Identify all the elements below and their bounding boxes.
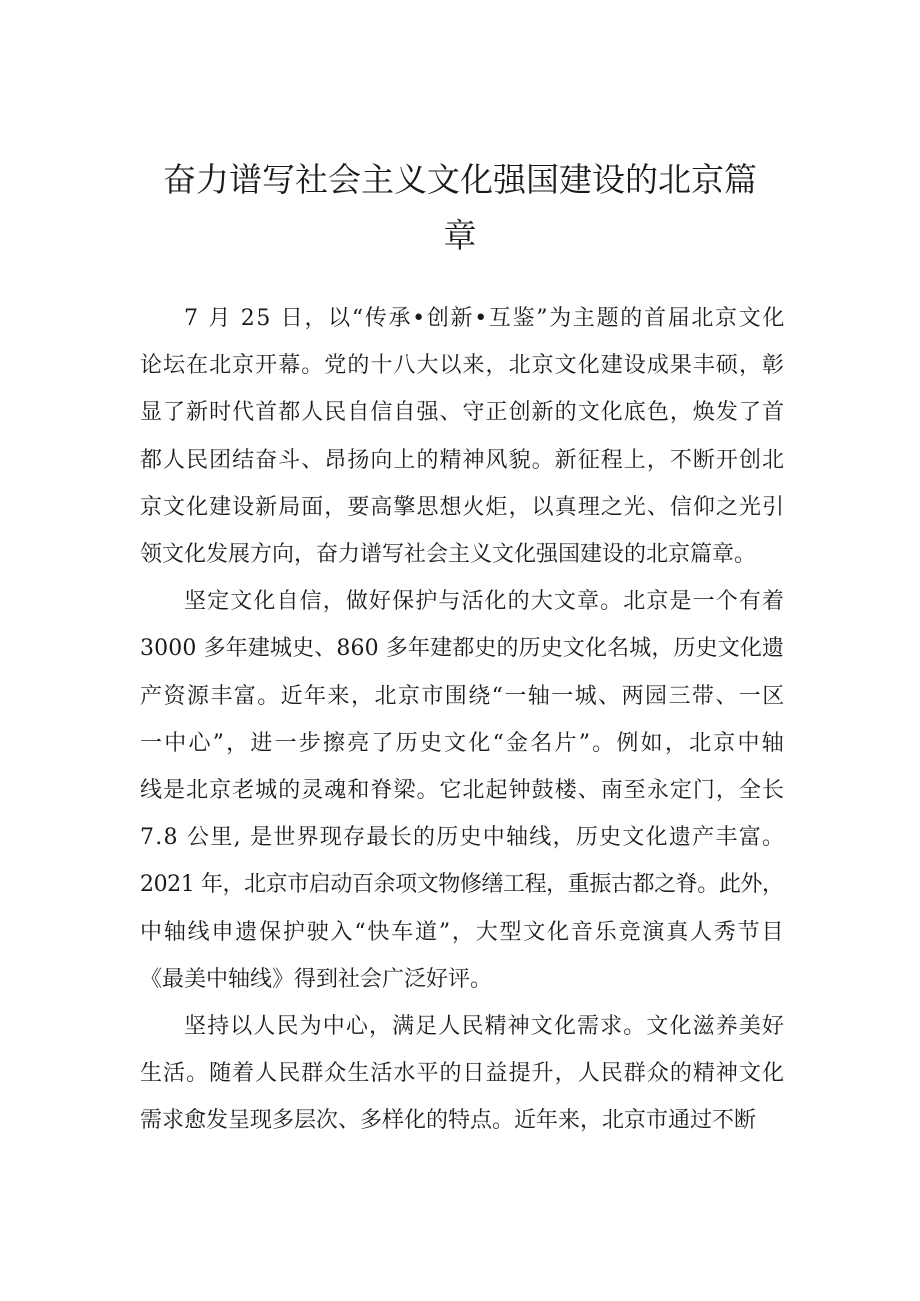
paragraph-line: 7.8 公里, 是世界现存最长的历史中轴线，历史文化遗产丰富。 xyxy=(140,825,786,851)
paragraph-line: 2021 年，北京市启动百余项文物修缮工程，重振古都之脊。此外， xyxy=(140,872,784,898)
paragraph-line: 3000 多年建城史、860 多年建都史的历史文化名城，历史文化遗 xyxy=(140,636,785,662)
paragraph-line: 都人民团结奋斗、昂扬向上的精神风貌。新征程上，不断开创北 xyxy=(140,447,786,473)
paragraph-line: 坚定文化自信，做好保护与活化的大文章。北京是一个有着 xyxy=(184,589,786,615)
paragraph-line: 7 月 25 日，以“传承•创新•互鉴”为主题的首届北京文化 xyxy=(184,306,787,331)
paragraph-line: 论坛在北京开幕。党的十八大以来，北京文化建设成果丰硕，彰 xyxy=(140,353,786,379)
paragraph-line: 京文化建设新局面，要高擎思想火炬，以真理之光、信仰之光引 xyxy=(140,494,786,520)
paragraph-line: 产资源丰富。近年来，北京市围绕“一轴一城、两园三带、一区 xyxy=(140,683,786,709)
paragraph-line: 坚持以人民为中心，满足人民精神文化需求。文化滋养美好 xyxy=(184,1014,786,1039)
title-line: 章 xyxy=(443,216,477,255)
paragraph-line: 领文化发展方向，奋力谱写社会主义文化强国建设的北京篇章。 xyxy=(140,542,757,567)
paragraph-line: 一中心”，进一步擦亮了历史文化“金名片”。例如，北京中轴 xyxy=(140,730,786,756)
paragraph-line: 《最美中轴线》得到社会广泛好评。 xyxy=(140,966,493,992)
paragraph-line: 生活。随着人民群众生活水平的日益提升，人民群众的精神文化 xyxy=(140,1061,786,1087)
document-title xyxy=(120,152,800,264)
paragraph-line: 需求愈发呈现多层次、多样化的特点。近年来，北京市通过不断 xyxy=(140,1108,757,1134)
paragraph-line: 显了新时代首都人民自信自强、守正创新的文化底色，焕发了首 xyxy=(140,400,786,426)
paragraph-line: 线是北京老城的灵魂和脊梁。它北起钟鼓楼、南至永定门，全长 xyxy=(140,778,786,803)
title-line: 奋力谱写社会主义文化强国建设的北京篇 xyxy=(163,160,757,199)
paragraph-line: 中轴线申遗保护驶入“快车道”，大型文化音乐竞演真人秀节目 xyxy=(140,919,786,945)
